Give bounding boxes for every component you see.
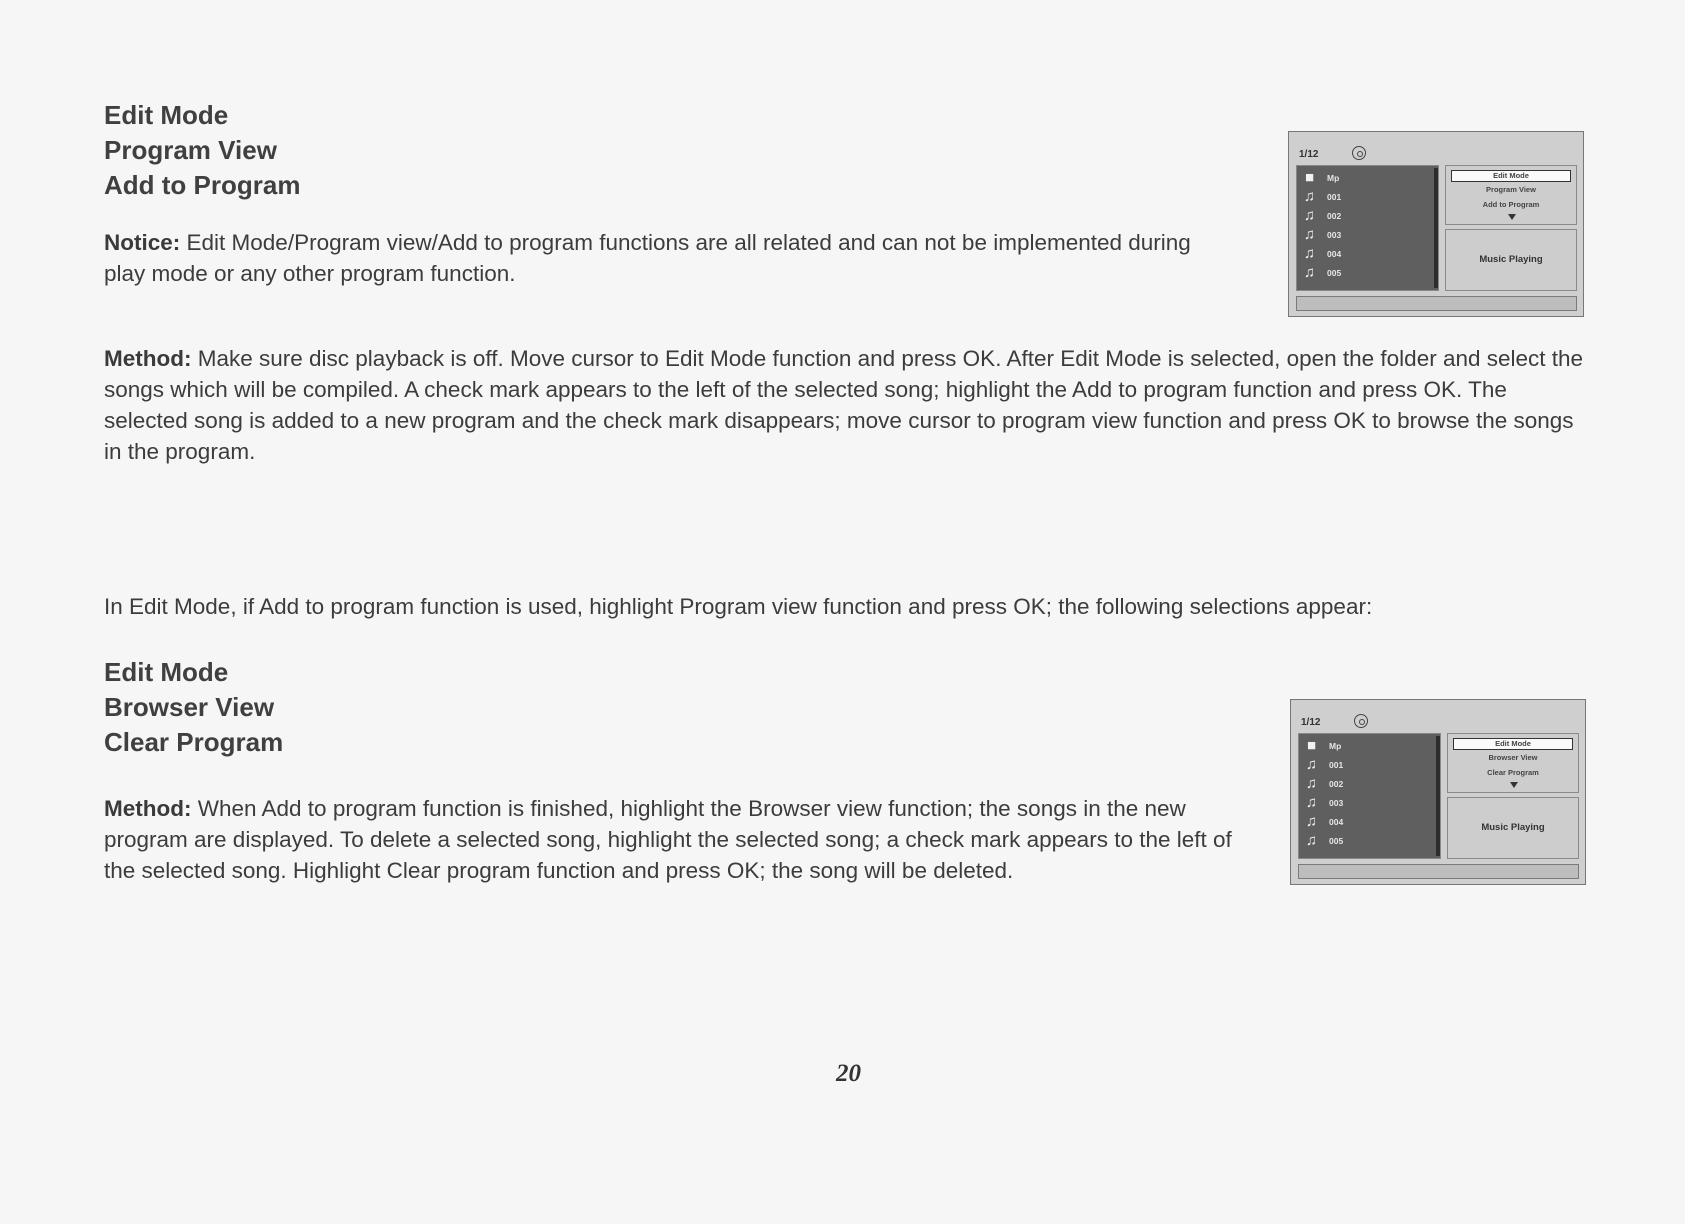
notice-label: Notice: (104, 230, 181, 255)
file-list (1298, 733, 1441, 859)
heading-browser-view: Browser View (104, 692, 275, 722)
music-note-icon: ♫ (1303, 207, 1316, 224)
file-row (1304, 738, 1341, 754)
section1-headings (104, 98, 300, 203)
music-note-icon: ♫ (1303, 188, 1316, 205)
bottom-bar (1298, 864, 1579, 879)
file-name: 005 (1327, 268, 1342, 278)
file-name: 002 (1329, 779, 1344, 789)
bottom-bar (1296, 296, 1577, 311)
file-name: 001 (1327, 192, 1342, 202)
folder-icon: ■ (1304, 169, 1315, 186)
music-note-icon: ♫ (1305, 794, 1318, 811)
disc-icon (1354, 714, 1368, 728)
file-row (1302, 246, 1341, 262)
menu-item-edit-mode: Edit Mode (1453, 738, 1573, 750)
heading-program-view: Program View (104, 135, 277, 165)
function-menu (1445, 165, 1577, 225)
menu-item-clear-program: Clear Program (1487, 768, 1539, 777)
file-name: 002 (1327, 211, 1342, 221)
track-counter: 1/12 (1299, 149, 1319, 160)
music-note-icon: ♫ (1305, 775, 1318, 792)
file-row (1304, 833, 1343, 849)
method-text: When Add to program function is finished, highlight the Browser view function; the songs in the new program are displayed. To delete a selected song, highlight the selected song; a check mark appears to the left of the selected song. Highlight Clear program function and press OK; the song will be deleted. (104, 796, 1232, 883)
disc-icon (1352, 146, 1366, 160)
file-row (1304, 795, 1343, 811)
file-name: Mp (1329, 741, 1342, 751)
file-name: 004 (1329, 817, 1344, 827)
music-note-icon: ♫ (1305, 756, 1318, 773)
status-panel: Music Playing (1447, 797, 1579, 859)
menu-down-arrow-icon (1510, 782, 1518, 788)
osd-screen-program-view (1288, 131, 1584, 317)
heading-edit-mode: Edit Mode (104, 657, 229, 687)
file-row (1302, 208, 1341, 224)
page-number: 20 (836, 1060, 861, 1087)
track-counter: 1/12 (1301, 717, 1321, 728)
file-row (1304, 757, 1343, 773)
menu-item-browser-view: Browser View (1488, 753, 1538, 762)
status-panel: Music Playing (1445, 229, 1577, 291)
method-label: Method: (104, 346, 192, 371)
music-note-icon: ♫ (1303, 264, 1316, 281)
method-paragraph-2 (104, 793, 1244, 886)
file-row (1302, 265, 1341, 281)
file-row (1302, 227, 1341, 243)
music-note-icon: ♫ (1305, 813, 1318, 830)
notice-paragraph (104, 227, 1214, 289)
file-row (1302, 189, 1341, 205)
menu-item-edit-mode: Edit Mode (1451, 170, 1571, 182)
heading-edit-mode: Edit Mode (104, 100, 229, 130)
notice-text: Edit Mode/Program view/Add to program functions are all related and can not be implemented during play mode or any other program function. (104, 230, 1191, 286)
folder-icon: ■ (1306, 737, 1317, 754)
file-name: 004 (1327, 249, 1342, 259)
menu-item-program-view: Program View (1486, 185, 1536, 194)
music-note-icon: ♫ (1305, 832, 1318, 849)
file-list-scrollbar (1434, 168, 1438, 288)
file-name: Mp (1327, 173, 1340, 183)
osd-screen-browser-view (1290, 699, 1586, 885)
file-name: 001 (1329, 760, 1344, 770)
file-row (1302, 170, 1339, 186)
method-label: Method: (104, 796, 192, 821)
heading-add-to-program: Add to Program (104, 170, 301, 200)
file-name: 005 (1329, 836, 1344, 846)
file-name: 003 (1329, 798, 1344, 808)
file-list-scrollbar (1436, 736, 1440, 856)
music-note-icon: ♫ (1303, 245, 1316, 262)
section2-headings (104, 655, 283, 760)
function-menu (1447, 733, 1579, 793)
heading-clear-program: Clear Program (104, 727, 284, 757)
intro-paragraph: In Edit Mode, if Add to program function is used, highlight Program view function and press OK; the following selections appear: (104, 594, 1373, 619)
file-row (1304, 776, 1343, 792)
menu-item-add-to-program: Add to Program (1482, 200, 1540, 209)
file-name: 003 (1327, 230, 1342, 240)
file-row (1304, 814, 1343, 830)
file-list (1296, 165, 1439, 291)
menu-down-arrow-icon (1508, 214, 1516, 220)
method-paragraph-1 (104, 343, 1594, 467)
music-note-icon: ♫ (1303, 226, 1316, 243)
method-text: Make sure disc playback is off. Move cursor to Edit Mode function and press OK. After Edit Mode is selected, open the folder and select the songs which will be compiled. A check mark appears to the left of the selected song; highlight the Add to program function and press OK. The selected song is added to a new program and the check mark disappears; move cursor to program view function and press OK to browse the songs in the program. (104, 346, 1584, 464)
